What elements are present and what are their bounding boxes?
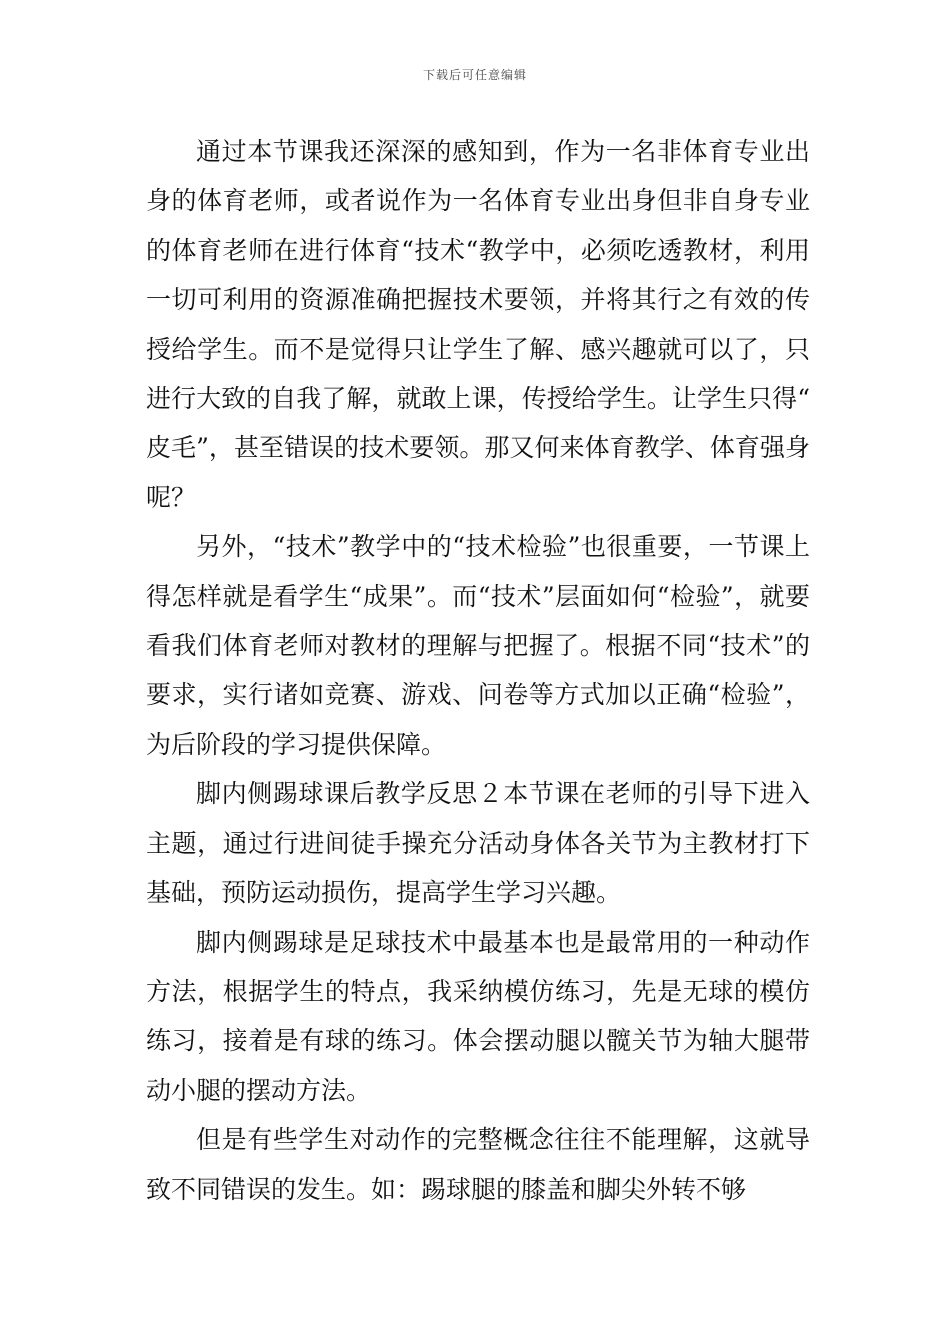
paragraph-3: 脚内侧踢球课后教学反思２本节课在老师的引导下进入主题，通过行进间徒手操充分活动身体各关节为主教材打下基础，预防运动损伤，提高学生学习兴趣。	[146, 779, 810, 908]
paragraph-4: 脚内侧踢球是足球技术中最基本也是最常用的一种动作方法，根据学生的特点，我采纳模仿练习，先是无球的模仿练习，接着是有球的练习。体会摆动腿以髋关节为轴大腿带动小腿的摆动方法。	[146, 927, 810, 1105]
page-header: 下载后可任意编辑	[422, 68, 527, 82]
paragraph-5: 但是有些学生对动作的完整概念往往不能理解，这就导致不同错误的发生。如：踢球腿的膝盖和脚尖外转不够	[146, 1125, 810, 1204]
document-body	[146, 127, 810, 1214]
paragraph-1: 通过本节课我还深深的感知到，作为一名非体育专业出身的体育老师，或者说作为一名体育专业出身但非自身专业的体育老师在进行体育“技术“教学中，必须吃透教材，利用一切可利用的资源准确把握技术要领，并将其行之有效的传授给学生。而不是觉得只让学生了解、感兴趣就可以了，只进行大致的自我了解，就敢上课，传授给学生。让学生只得“皮毛”，甚至错误的技术要领。那又何来体育教学、体育强身呢？	[146, 137, 810, 512]
paragraph-2: 另外，“技术”教学中的“技术检验”也很重要，一节课上得怎样就是看学生“成果”。而“技术”层面如何“检验”，就要看我们体育老师对教材的理解与把握了。根据不同“技术”的要求，实行诸如竞赛、游戏、问卷等方式加以正确“检验”，为后阶段的学习提供保障。	[146, 532, 810, 759]
